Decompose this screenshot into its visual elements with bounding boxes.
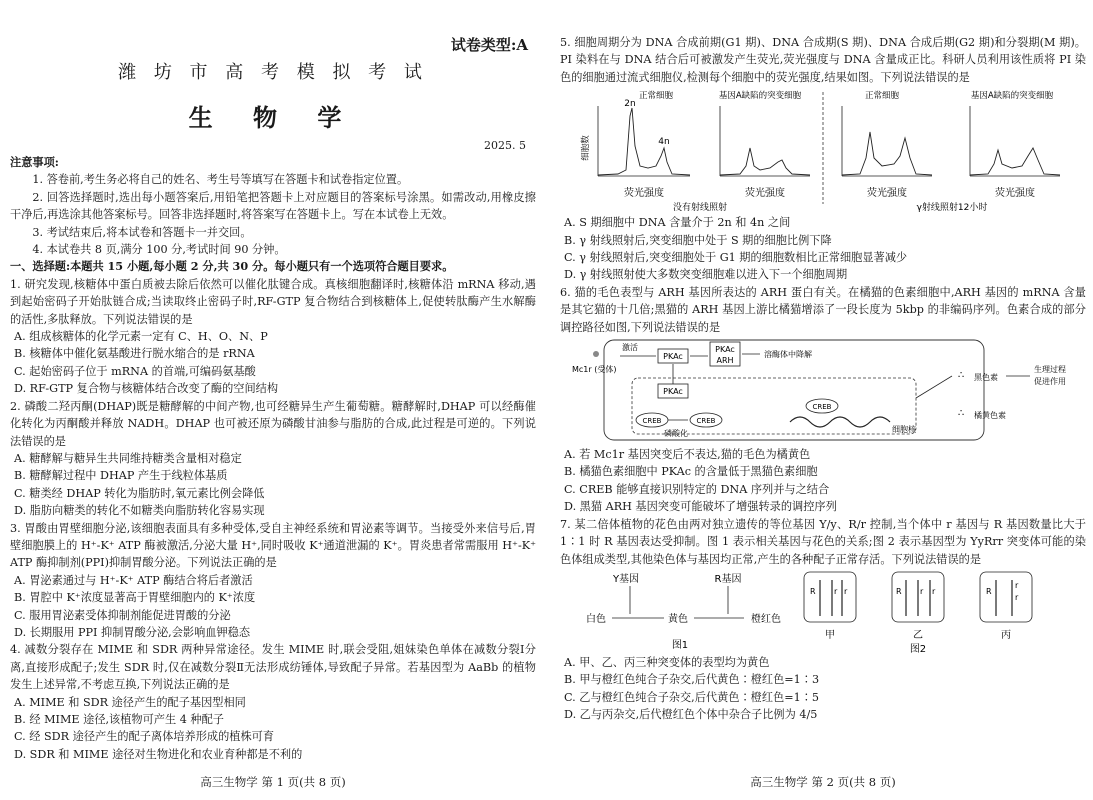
receptor-label: Mc1r (受体): [572, 365, 617, 375]
q5-option-d: D. γ 射线照射使大多数突变细胞难以进入下一个细胞周期: [564, 268, 848, 282]
q1-option-d: D. RF-GTP 复合物与核糖体结合改变了酶的空间结构: [14, 382, 279, 396]
q6-option-c: C. CREB 能够直接识别特定的 DNA 序列并与之结合: [564, 482, 830, 496]
panel-title: 基因A缺陷的突变细胞: [970, 91, 1054, 102]
q5-histogram-figure: [560, 86, 1086, 214]
phosphorylation-label: 磷酸化: [664, 429, 688, 439]
q7-option-d: D. 乙与丙杂交,后代橙红色个体中杂合子比例为 4/5: [564, 708, 818, 722]
orange-pigment-label: 橘黄色素: [974, 411, 1006, 421]
q4-option-c: C. 经 SDR 途径产生的配子离体培养形成的植株可育: [14, 730, 275, 744]
histogram-curve: [598, 108, 690, 175]
q7-option-b: B. 甲与橙红色纯合子杂交,后代黄色∶橙红色=1∶3: [564, 673, 820, 687]
creb-label: CREB: [812, 403, 832, 412]
q6-pathway-figure: [560, 336, 1086, 446]
arrow: [916, 376, 952, 398]
panel-title: 正常细胞: [638, 91, 674, 102]
notice-item: 1. 答卷前,考生务必将自己的姓名、考生号等填写在答题卡和试卷指定位置。: [32, 173, 409, 187]
x-axis-label: 荧光强度: [995, 188, 1035, 200]
pigment-dots-icon: ∴: [958, 370, 965, 382]
panel-title: 正常细胞: [864, 91, 900, 102]
q4-stem: 4. 减数分裂存在 MIME 和 SDR 两种异常途径。发生 MIME 时,联会受阻,姐妹染色单体在减数分裂Ⅰ分离,直接形成配子;发生 SDR 时,仅在减数分裂Ⅱ无法形成纺锤体,导致配子异常。若基因型为 AaBb 的植物发生上述异常,不考虑互换,下列说法正确的是: [10, 643, 536, 692]
page-footer-left: 高三生物学 第 1 页(共 8 页): [200, 775, 346, 789]
exam-title: 潍 坊 市 高 考 模 拟 考 试: [118, 62, 428, 83]
q1-option-a: A. 组成核糖体的化学元素一定有 C、H、O、N、P: [14, 330, 268, 344]
allele-label: R: [896, 586, 902, 596]
notice-item: 3. 考试结束后,将本试卷和答题卡一并交回。: [32, 225, 252, 239]
paper-type: 试卷类型:A: [450, 36, 528, 54]
right-page: [560, 0, 1086, 724]
q2-option-a: A. 糖酵解与糖异生共同维持糖类含量相对稳定: [14, 451, 242, 465]
black-pigment-label: 黑色素: [974, 373, 998, 383]
q5-option-a: A. S 期细胞中 DNA 含量介于 2n 和 4n 之间: [564, 216, 791, 230]
q2-option-d: D. 脂肪向糖类的转化不如糖类向脂肪转化容易实现: [14, 504, 265, 518]
q1-stem: 1. 研究发现,核糖体中蛋白质被去除后依然可以催化肽键合成。真核细胞翻译时,核糖体沿 mRNA 移动,遇到起始密码子开始肽链合成;当读取终止密码子时,RF-GTP 复合物结合到核糖体上,促使转肽酶产生水解酶的活性,多肽释放。下列说法错误的是: [10, 277, 536, 326]
y-gene-label: Y基因: [612, 573, 640, 585]
r-gene-label: R基因: [714, 573, 742, 585]
exam-date: 2025. 5: [484, 139, 526, 152]
q6-option-d: D. 黑猫 ARH 基因突变可能破坏了增强转录的调控序列: [564, 500, 837, 514]
activate-label: 激活: [622, 343, 638, 353]
type-label-yi: 乙: [913, 629, 923, 641]
q7-stem: 7. 某二倍体植物的花色由两对独立遗传的等位基因 Y/y、R/r 控制,当个体中 r 基因与 R 基因数量比大于 1∶1 时 R 基因表达受抑制。图 1 表示相关基因与花色的关系;图 2 表示基因型为 YyRrr 突变体可能的染色体组成类型,其他染色体与基因均正常,产生的各种配子正常存活。下列说法错误的是: [560, 517, 1086, 566]
notice-item: 4. 本试卷共 8 页,满分 100 分,考试时间 90 分钟。: [32, 243, 286, 257]
q1-option-b: B. 核糖体中催化氨基酸进行脱水缩合的是 rRNA: [14, 347, 255, 361]
pigment-dots-icon: ∴: [958, 408, 965, 420]
x-axis-label: 荧光强度: [745, 188, 785, 200]
fig2-caption: 图2: [909, 643, 927, 654]
lysosome-label: 溶酶体中降解: [764, 350, 812, 360]
panel-title: 基因A缺陷的突变细胞: [718, 91, 802, 102]
histogram-curve: [720, 148, 810, 175]
peak-label-2n: 2n: [624, 99, 636, 110]
pkac-label: PKAc: [663, 352, 683, 362]
white-label: 白色: [586, 613, 606, 625]
legend-promote-label: 促进作用: [1034, 377, 1066, 387]
x-axis-label: 荧光强度: [624, 188, 664, 200]
page-footer-right: 高三生物学 第 2 页(共 8 页): [750, 775, 896, 789]
notice-item: 2. 回答选择题时,选出每小题答案后,用铅笔把答题卡上对应题目的答案标号涂黑。如需改动,用橡皮擦干净后,再选涂其他答案标号。回答非选择题时,将答案写在答题卡上。写在本试卷上无效。: [10, 190, 536, 222]
arh-label: ARH: [716, 356, 734, 366]
histogram-curve: [842, 132, 932, 175]
dna-helix-icon: [790, 417, 890, 427]
q3-option-a: A. 胃泌素通过与 H⁺-K⁺ ATP 酶结合将后者激活: [14, 573, 253, 587]
q1-option-c: C. 起始密码子位于 mRNA 的首端,可编码氨基酸: [14, 364, 256, 378]
peak-label-4n: 4n: [658, 137, 670, 148]
q7-gene-figure: [560, 568, 1086, 654]
genotype-box-jia: [804, 572, 856, 622]
q5-stem: 5. 细胞周期分为 DNA 合成前期(G1 期)、DNA 合成期(S 期)、DNA 合成后期(G2 期)和分裂期(M 期)。PI 染料在与 DNA 结合后可被激发产生荧光,荧光强度与 DNA 含量成正比。科研人员利用该性质将 PI 染色的细胞通过流式细胞仪,检测每个细胞中的荧光强度,结果如图。下列说法错误的是: [560, 36, 1086, 84]
group-label-radiation: γ射线照射12小时: [916, 203, 988, 214]
q3-option-c: C. 服用胃泌素受体抑制剂能促进胃酸的分泌: [14, 608, 231, 622]
q6-option-a: A. 若 Mc1r 基因突变后不表达,猫的毛色为橘黄色: [564, 448, 811, 462]
section-heading: 一、选择题:本题共 15 小题,每小题 2 分,共 30 分。每小题只有一个选项符合题目要求。: [10, 259, 454, 274]
yellow-label: 黄色: [668, 613, 688, 625]
orange-red-label: 橙红色: [751, 613, 781, 625]
creb-label: CREB: [696, 417, 716, 426]
group-label-no-radiation: 没有射线照射: [672, 203, 728, 214]
creb-label: CREB: [642, 417, 662, 426]
q6-option-b: B. 橘猫色素细胞中 PKAc 的含量低于黑猫色素细胞: [564, 465, 818, 479]
q4-option-b: B. 经 MIME 途径,该植物可产生 4 种配子: [14, 713, 224, 726]
allele-label: r: [920, 586, 924, 596]
allele-label: r: [932, 586, 936, 596]
q2-option-c: C. 糖类经 DHAP 转化为脂肪时,氧元素比例会降低: [14, 486, 265, 500]
allele-label: r: [1015, 592, 1019, 602]
nucleus-label: 细胞核: [892, 425, 916, 435]
allele-label: r: [834, 586, 838, 596]
ligand-icon: [593, 351, 599, 357]
fig1-caption: 图1: [671, 639, 689, 651]
q2-stem: 2. 磷酸二羟丙酮(DHAP)既是糖酵解的中间产物,也可经糖异生产生葡萄糖。糖酵解时,DHAP 可以经酶催化转化为丙酮酸并释放 NADH。DHAP 也可被还原为磷酸甘油参与脂肪的合成,此过程是可逆的。下列说法错误的是: [10, 399, 536, 448]
q3-option-b: B. 胃腔中 K⁺浓度显著高于胃壁细胞内的 K⁺浓度: [14, 591, 256, 605]
q4-option-a: A. MIME 和 SDR 途径产生的配子基因型相同: [14, 695, 246, 709]
type-label-jia: 甲: [825, 629, 835, 641]
subject-title: 生 物 学: [188, 103, 358, 132]
allele-label: r: [844, 586, 848, 596]
q7-option-a: A. 甲、乙、丙三种突变体的表型均为黄色: [564, 655, 770, 669]
genotype-box-bing: [980, 572, 1032, 622]
pkac-label: PKAc: [715, 345, 735, 355]
histogram-curve: [970, 148, 1060, 175]
type-label-bing: 丙: [1001, 629, 1011, 641]
q5-option-b: B. γ 射线照射后,突变细胞中处于 S 期的细胞比例下降: [564, 233, 832, 247]
left-page: [10, 0, 536, 763]
q7-option-c: C. 乙与橙红色纯合子杂交,后代黄色∶橙红色=1∶5: [564, 690, 820, 704]
allele-label: r: [1015, 580, 1019, 590]
q3-stem: 3. 胃酸由胃壁细胞分泌,该细胞表面具有多种受体,受自主神经系统和胃泌素等调节。当接受外来信号后,胃壁细胞膜上的 H⁺-K⁺ ATP 酶被激活,分泌大量 H⁺,同时吸收 K⁺通道泄漏的 K⁺。胃炎患者常需服用 H⁺-K⁺ ATP 酶抑制剂(PPI)抑制胃酸分泌。下列说法正确的是: [10, 521, 536, 570]
allele-label: R: [986, 586, 992, 596]
q3-option-d: D. 长期服用 PPI 抑制胃酸分泌,会影响血钾稳态: [14, 625, 251, 639]
q2-option-b: B. 糖酵解过程中 DHAP 产生于线粒体基质: [14, 469, 228, 483]
allele-label: R: [810, 586, 816, 596]
pkac-label: PKAc: [663, 387, 683, 397]
legend-process-label: 生理过程: [1034, 365, 1066, 375]
x-axis-label: 荧光强度: [867, 188, 907, 200]
y-axis-label: 细胞数: [581, 135, 591, 161]
q5-option-c: C. γ 射线照射后,突变细胞处于 G1 期的细胞数相比正常细胞显著减少: [564, 251, 908, 265]
q4-option-d: D. SDR 和 MIME 途径对生物进化和农业育种都是不利的: [14, 747, 303, 761]
q6-stem: 6. 猫的毛色表型与 ARH 基因所表达的 ARH 蛋白有关。在橘猫的色素细胞中,ARH 基因的 mRNA 含量是其它猫的十几倍;黑猫的 ARH 基因上游比橘猫增添了一段长度为 5kbp 的非编码序列。色素合成的部分调控路径如图,下列说法错误的是: [560, 285, 1086, 334]
notice-title: 注意事项:: [10, 155, 59, 169]
